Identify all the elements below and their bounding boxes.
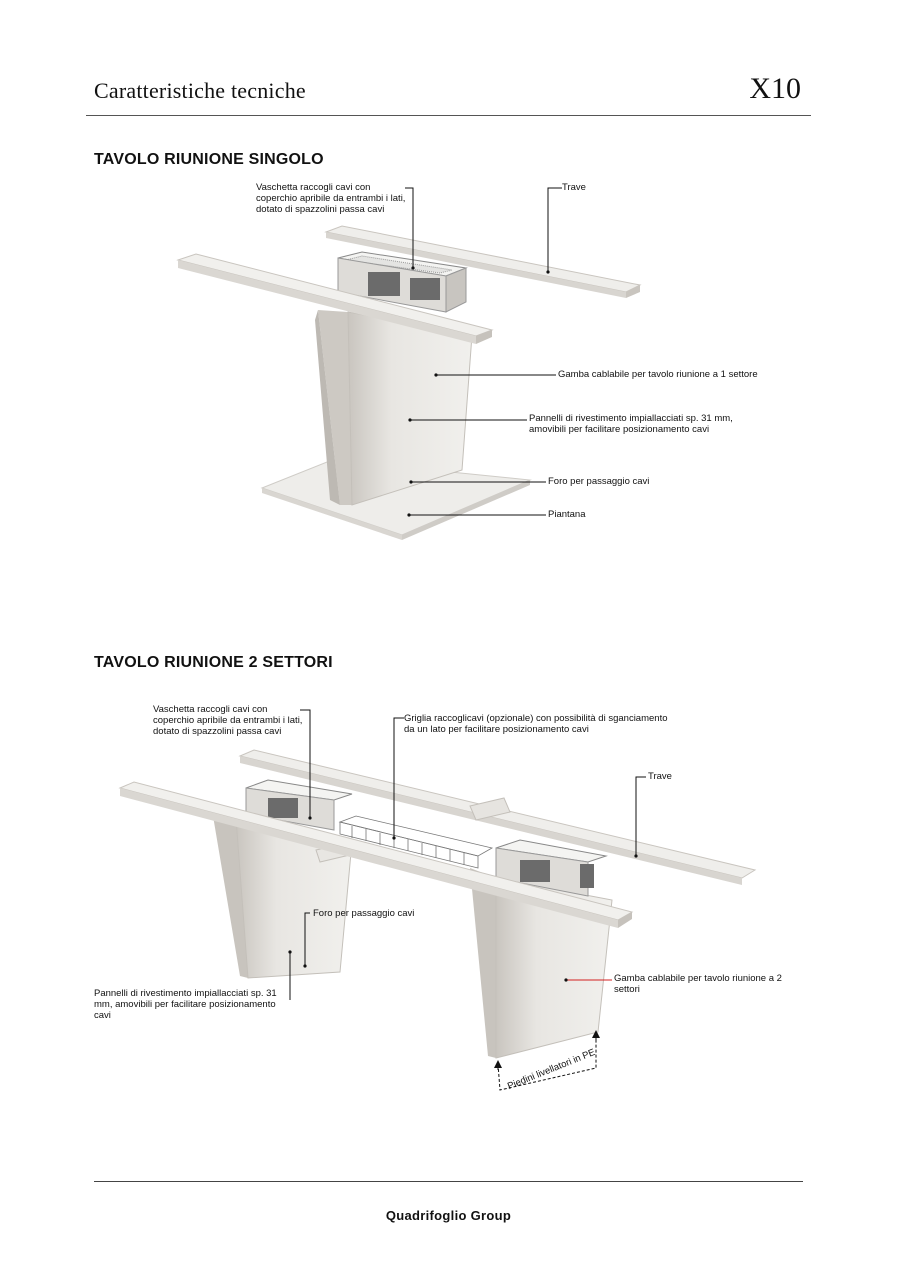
label-trave-double: Trave: [648, 771, 672, 782]
product-code: X10: [749, 72, 801, 105]
section-title-two-sectors: TAVOLO RIUNIONE 2 SETTORI: [94, 654, 333, 671]
label-pannelli-single: Pannelli di rivestimento impiallacciati sp. 31 mm, amovibili per facilitare posizionamento cavi: [529, 413, 733, 435]
single-table-illustration: [178, 226, 640, 540]
footer-brand: Quadrifoglio Group: [385, 1208, 512, 1223]
label-piedini: Piedini livellatori in PE: [506, 1046, 597, 1093]
label-vaschetta-double: Vaschetta raccogli cavi con coperchio apribile da entrambi i lati, dotato di spazzolini passa cavi: [153, 704, 303, 737]
label-gamba-double: Gamba cablabile per tavolo riunione a 2 settori: [614, 973, 782, 995]
label-foro-single: Foro per passaggio cavi: [548, 476, 650, 487]
page-header-title: Caratteristiche tecniche: [94, 78, 306, 103]
label-piantana-single: Piantana: [548, 509, 586, 520]
footer-divider: [94, 1181, 803, 1182]
label-trave-single: Trave: [562, 182, 586, 193]
label-vaschetta-single: Vaschetta raccogli cavi con coperchio apribile da entrambi i lati, dotato di spazzolini passa cavi: [256, 182, 406, 215]
section-title-single: TAVOLO RIUNIONE SINGOLO: [94, 151, 324, 168]
label-gamba-single: Gamba cablabile per tavolo riunione a 1 settore: [558, 369, 758, 380]
label-pannelli-double: Pannelli di rivestimento impiallacciati sp. 31 mm, amovibili per facilitare posizionamento cavi: [94, 988, 277, 1021]
label-griglia: Griglia raccoglicavi (opzionale) con possibilità di sganciamento da un lato per facilitare posizionamento cavi: [404, 713, 668, 735]
label-foro-double: Foro per passaggio cavi: [313, 908, 415, 919]
